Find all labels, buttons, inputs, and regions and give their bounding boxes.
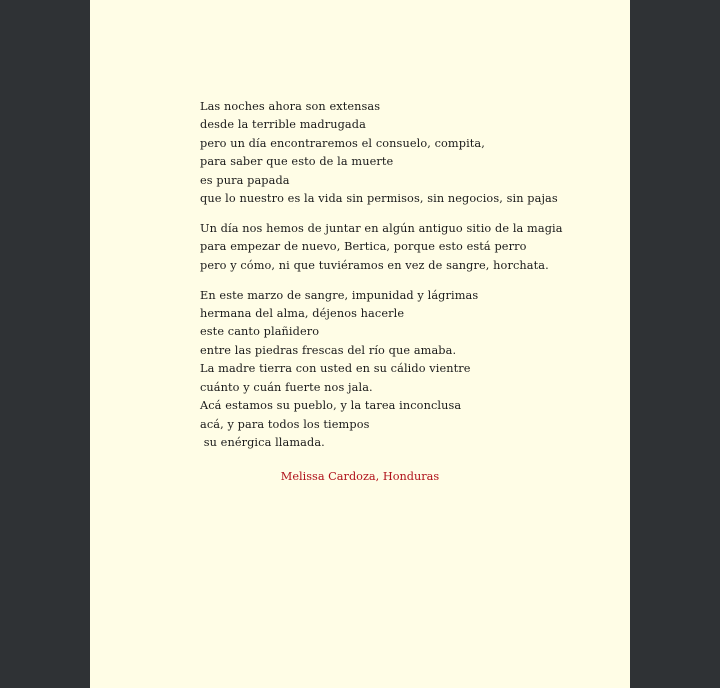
poem-line: Acá estamos su pueblo, y la tarea inconclusa [200,399,462,413]
poem-body [200,98,580,464]
poem-line: Un día nos hemos de juntar en algún antiguo sitio de la magia [200,221,563,235]
poem-line: entre las piedras frescas del río que amaba. [200,343,457,357]
poem-line: hermana del alma, déjenos hacerle [200,307,405,321]
poem-line: En este marzo de sangre, impunidad y lágrimas [200,288,479,302]
poem-line: pero y cómo, ni que tuviéramos en vez de sangre, horchata. [200,258,549,272]
author-signature: Melissa Cardoza, Honduras [280,470,440,483]
poem-line: este canto plañidero [200,325,320,339]
stanza-3 [200,287,580,453]
poem-line: desde la terrible madrugada [200,118,366,132]
poem-line: pero un día encontraremos el consuelo, compita, [200,136,485,150]
poem-line: acá, y para todos los tiempos [200,417,370,431]
poem-line: que lo nuestro es la vida sin permisos, sin negocios, sin pajas [200,192,558,206]
poem-line: para empezar de nuevo, Bertica, porque esto está perro [200,240,527,254]
poem-line: La madre tierra con usted en su cálido vientre [200,362,471,376]
document-page [90,0,630,688]
poem-line: es pura papada [200,173,290,187]
poem-line: para saber que esto de la muerte [200,155,394,169]
stanza-2 [200,220,580,275]
stanza-1 [200,98,580,208]
poem-line: su enérgica llamada. [200,435,325,449]
poem-line: cuánto y cuán fuerte nos jala. [200,380,373,394]
poem-line: Las noches ahora son extensas [200,100,381,113]
